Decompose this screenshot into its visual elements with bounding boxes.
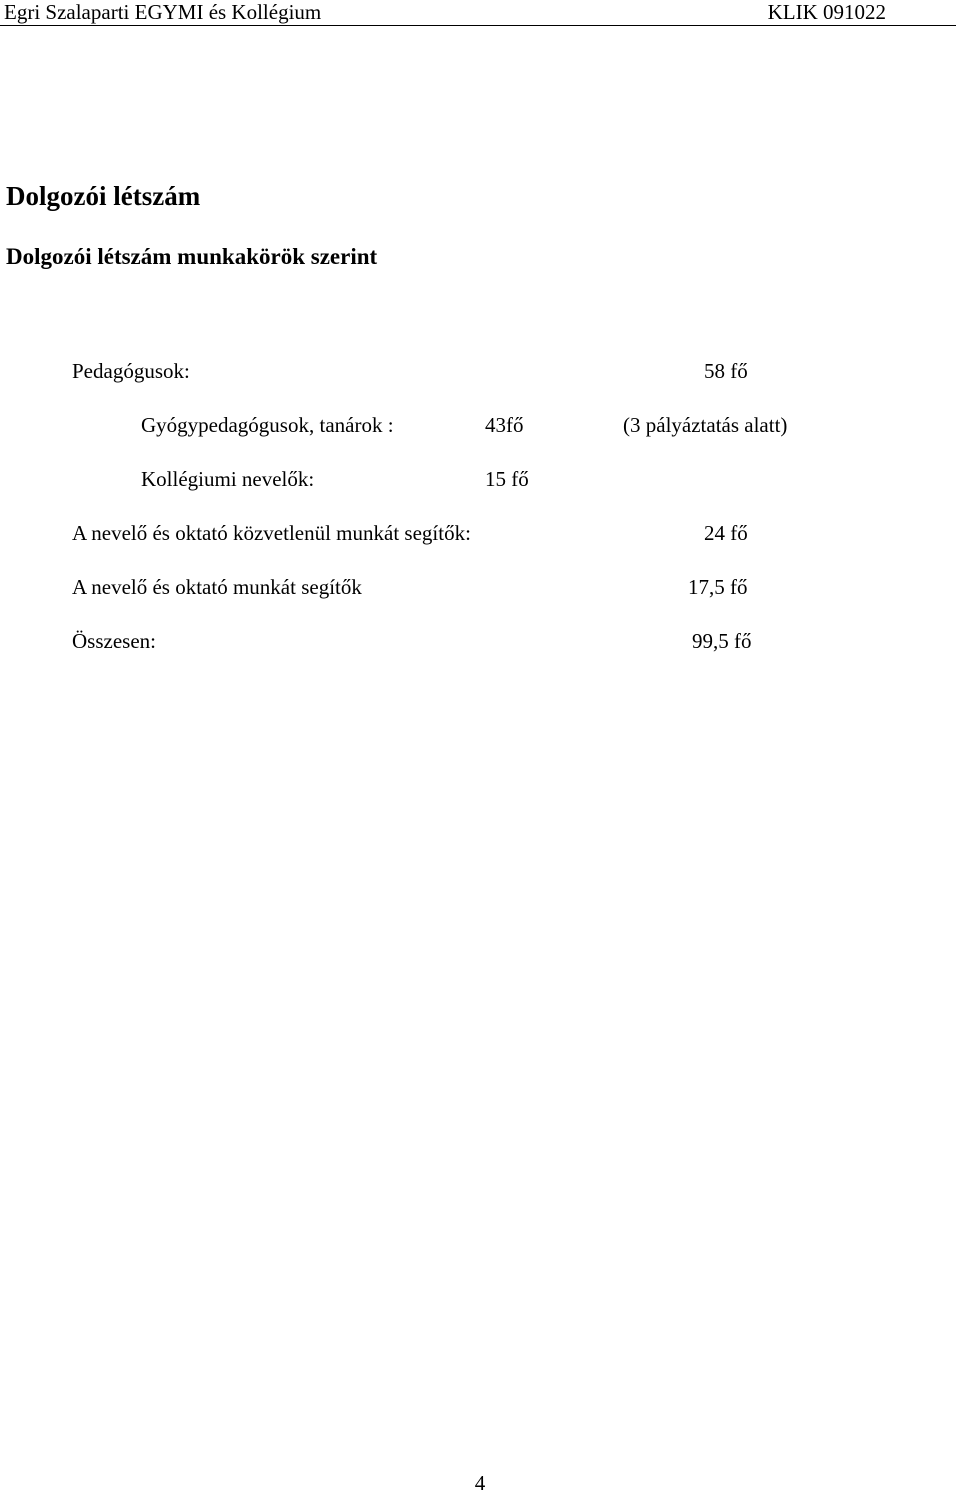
staff-label: Gyógypedagógusok, tanárok : (141, 413, 394, 437)
header-divider (0, 25, 956, 26)
total-label: Összesen: (72, 629, 156, 653)
staff-label: A nevelő és oktató közvetlenül munkát segítők: (72, 521, 471, 545)
staff-note: (3 pályáztatás alatt) (623, 413, 788, 437)
page-title: Dolgozói létszám (6, 181, 201, 211)
staff-row-gyogypedagogusok (0, 412, 960, 438)
staff-label: Pedagógusok: (72, 359, 190, 383)
staff-row-kollegiumi (0, 466, 960, 492)
staff-row-total (0, 628, 960, 654)
staff-row-pedagogusok (0, 358, 960, 384)
staff-label: A nevelő és oktató munkát segítők (72, 575, 362, 599)
staff-count: 24 fő (704, 521, 748, 545)
section-subtitle: Dolgozói létszám munkakörök szerint (6, 244, 378, 269)
header-institution-name: Egri Szalaparti EGYMI és Kollégium (4, 0, 322, 24)
header-code: KLIK 091022 (767, 0, 886, 24)
staff-count: 43fő (485, 413, 524, 437)
staff-row-kozvetlen-segitok (0, 520, 960, 546)
staff-label: Kollégiumi nevelők: (141, 467, 315, 491)
total-count: 99,5 fő (692, 629, 752, 653)
staff-count: 17,5 fő (688, 575, 748, 599)
page-number: 4 (474, 1471, 486, 1495)
staff-count: 58 fő (704, 359, 748, 383)
staff-count: 15 fő (485, 467, 529, 491)
staff-row-segitok (0, 574, 960, 600)
